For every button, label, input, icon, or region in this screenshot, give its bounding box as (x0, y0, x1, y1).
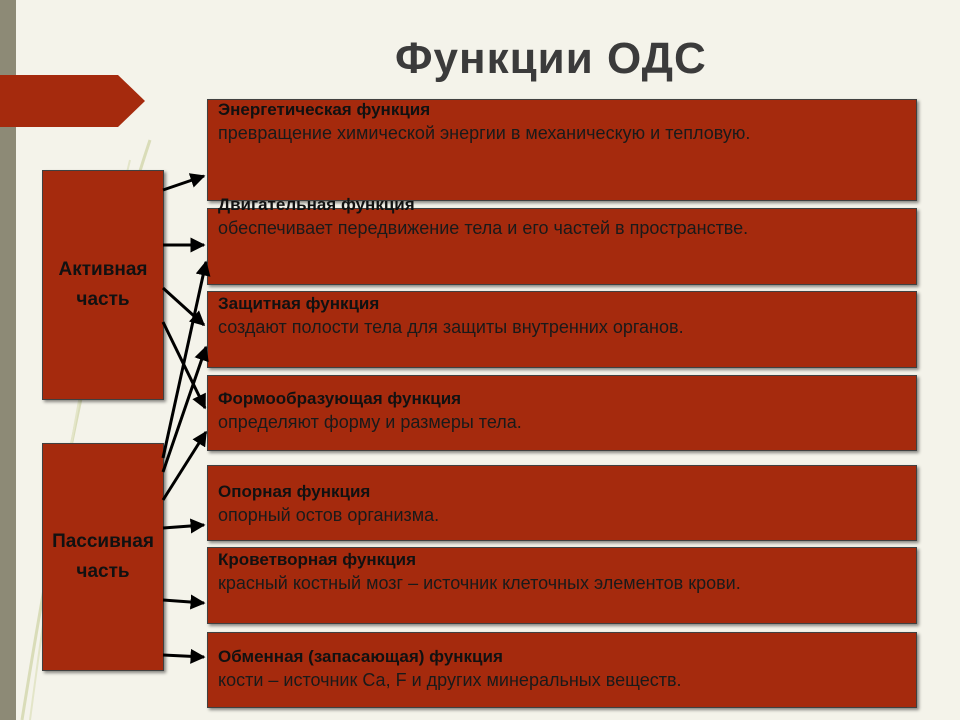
function-desc: определяют форму и размеры тела. (218, 412, 522, 432)
arrow-passive-to-hematopoietic (163, 600, 204, 603)
function-title: Двигательная функция (218, 195, 415, 214)
function-desc: кости – источник Са, F и других минеральных веществ. (218, 670, 682, 690)
active-part-label: Активная часть (58, 259, 148, 310)
function-title: Обменная (запасающая) функция (218, 647, 503, 666)
function-title: Формообразующая функция (218, 389, 462, 408)
function-title: Защитная функция (218, 294, 380, 313)
function-title: Энергетическая функция (218, 100, 431, 119)
page-title: Функции ОДС (395, 34, 707, 83)
function-desc: создают полости тела для защиты внутренних органов. (218, 317, 684, 337)
function-desc: опорный остов организма. (218, 505, 440, 525)
arrow-passive-to-metabolic (163, 655, 204, 657)
arrow-passive-to-motor (163, 262, 206, 458)
function-title: Опорная функция (218, 482, 371, 501)
function-desc: обеспечивает передвижение тела и его частей в пространстве. (218, 218, 749, 238)
arrow-active-to-energy (163, 176, 204, 190)
arrow-passive-to-support (163, 525, 204, 528)
arrow-passive-to-shaping (163, 432, 206, 500)
function-title: Кроветворная функция (218, 550, 416, 569)
function-desc: превращение химической энергии в механическую и тепловую. (218, 123, 751, 143)
function-desc: красный костный мозг – источник клеточных элементов крови. (218, 573, 741, 593)
passive-part-label: Пассивная часть (52, 531, 154, 582)
